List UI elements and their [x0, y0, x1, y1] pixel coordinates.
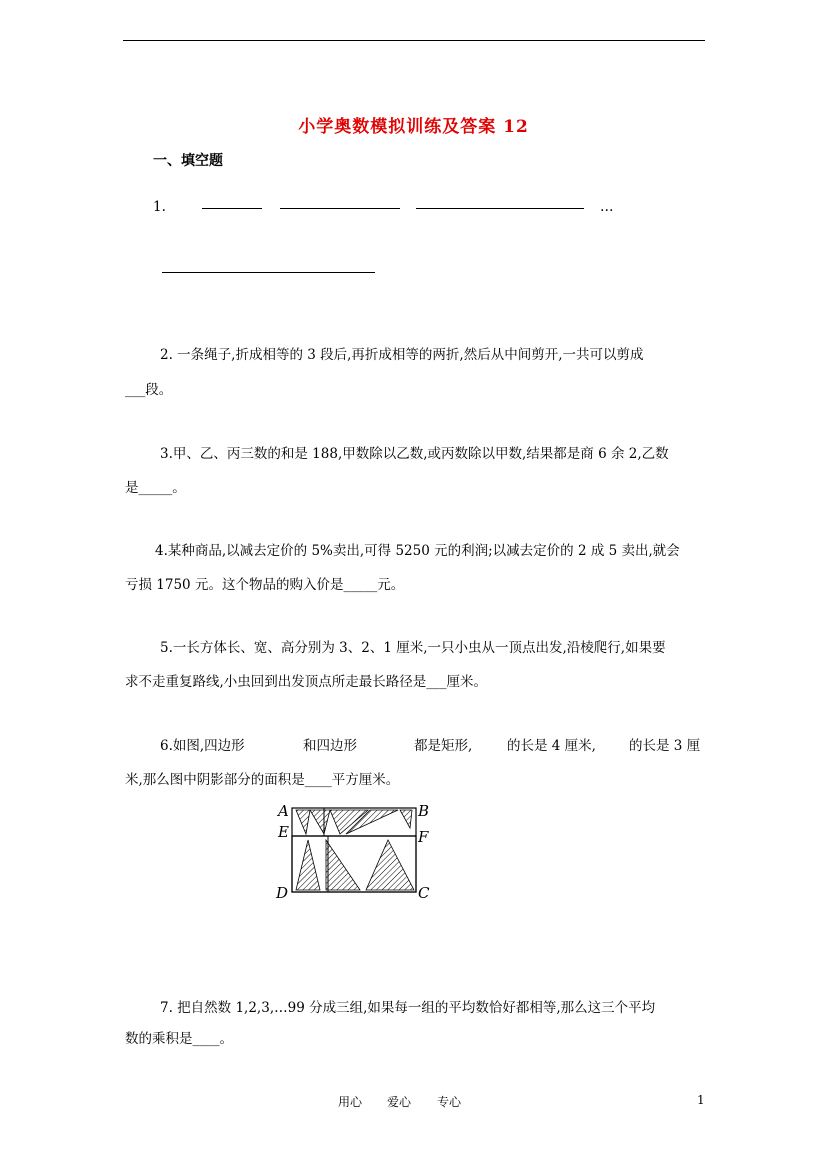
footer-item-3: 专心	[437, 1095, 462, 1109]
q1-blank-3	[416, 208, 584, 209]
label-e: E	[278, 823, 289, 841]
q6-figure	[270, 798, 440, 904]
q5-line1: 5.一长方体长、宽、高分别为 3、2、1 厘米,一只小虫从一顶点出发,沿棱爬行,如果要	[160, 640, 666, 656]
q5-line2: 求不走重复路线,小虫回到出发顶点所走最长路径是___厘米。	[125, 674, 488, 690]
section-heading: 一、填空题	[153, 153, 223, 169]
q3-line2: 是_____。	[125, 480, 186, 496]
page-title: 小学奥数模拟训练及答案 12	[298, 117, 529, 137]
q2-line1: 2. 一条绳子,折成相等的 3 段后,再折成相等的两折,然后从中间剪开,一共可以剪成	[160, 347, 644, 363]
q6-line1-d: 的长是 4 厘米,	[507, 738, 596, 754]
q1-number: 1.	[153, 199, 166, 215]
shaded-triangle	[366, 840, 414, 890]
q6-line1-e: 的长是 3 厘	[629, 738, 701, 754]
header-rule	[123, 40, 705, 41]
label-a: A	[278, 802, 289, 820]
q4-line2: 亏损 1750 元。这个物品的购入价是_____元。	[125, 577, 405, 593]
q6-line2: 米,那么图中阴影部分的面积是____平方厘米。	[125, 772, 400, 788]
q1-blank-1	[202, 208, 262, 209]
q1-blank-2	[280, 208, 400, 209]
label-f: F	[418, 828, 429, 846]
q1-ellipsis: …	[600, 199, 614, 215]
page-number: 1	[697, 1093, 705, 1107]
label-d: D	[276, 884, 289, 902]
footer-item-1: 用心	[338, 1095, 363, 1109]
q6-line1-b: 和四边形	[303, 738, 357, 754]
label-c: C	[418, 884, 430, 902]
shaded-triangle	[296, 840, 320, 890]
q1-blank-4	[162, 272, 375, 273]
q6-line1-c: 都是矩形,	[414, 738, 473, 754]
q3-line1: 3.甲、乙、丙三数的和是 188,甲数除以乙数,或丙数除以甲数,结果都是商 6 余 2,乙数	[160, 446, 669, 462]
q7-line2: 数的乘积是____。	[125, 1031, 233, 1047]
q2-line2: ___段。	[125, 382, 173, 398]
shaded-triangle	[310, 810, 330, 834]
q7-line1: 7. 把自然数 1,2,3,…99 分成三组,如果每一组的平均数恰好都相等,那么这三个平均	[160, 1000, 656, 1016]
q6-line1-a: 6.如图,四边形	[160, 738, 245, 754]
label-b: B	[418, 802, 430, 820]
shaded-triangle	[296, 810, 310, 834]
shaded-triangle	[326, 840, 360, 890]
footer-item-2: 爱心	[387, 1095, 412, 1109]
q4-line1: 4.某种商品,以减去定价的 5%卖出,可得 5250 元的利润;以减去定价的 2 成 5 卖出,就会	[155, 543, 680, 559]
shaded-triangle	[400, 810, 412, 828]
